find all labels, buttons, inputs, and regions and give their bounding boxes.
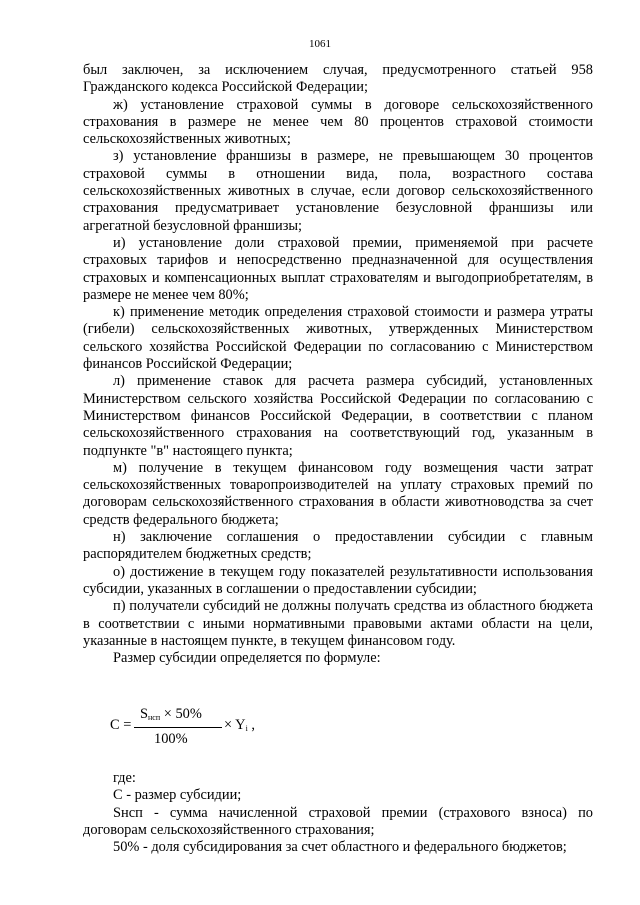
formula-num-sub: нсп (148, 713, 161, 722)
legend-line: где: (113, 770, 136, 786)
page-number: 1061 (309, 38, 331, 50)
paragraph: н) заключение соглашения о предоставлении субсидии с главным распорядителем бюджетных средств; (83, 529, 593, 563)
legend-line: С - размер субсидии; (113, 787, 242, 804)
paragraph: о) достижение в текущем году показателей результативности использования субсидии, указанных в соглашении о предоставлении субсидии; (83, 563, 593, 597)
formula-sub-i: i (245, 724, 248, 733)
paragraph: м) получение в текущем финансовом году возмещения части затрат сельскохозяйственных товаропроизводителей на уплату страховых премий по договорам сельскохозяйственного страхования в области животноводства за счет средств федерального бюджета; (83, 459, 593, 528)
paragraph: Размер субсидии определяется по формуле: (113, 650, 381, 667)
paragraph: к) применение методик определения страховой стоимости и размера утраты (гибели) сельскохозяйственных животных, утвержденных Министерством сельского хозяйства Российской Федерации по согласованию с Министерством финансов Российской Федерации; (83, 304, 593, 373)
formula-num-rest: × 50% (160, 706, 202, 722)
subsidy-formula (110, 706, 330, 752)
paragraph: ж) установление страховой суммы в договоре сельскохозяйственного страхования в размере не менее чем 80 процентов страховой стоимости сельскохозяйственных животных; (83, 96, 593, 148)
formula-times: × Y (224, 717, 246, 733)
legend-line: 50% - доля субсидирования за счет областного и федерального бюджетов; (113, 839, 567, 856)
formula-num-var: S (140, 706, 149, 722)
formula-numerator (140, 706, 202, 723)
formula-lhs: C = (110, 717, 132, 733)
paragraph: л) применение ставок для расчета размера субсидий, установленных Министерством сельского хозяйства Российской Федерации по согласованию с Министерством финансов Российской Федерации, в соответствии с планом сельскохозяйственного страхования на соответствующий год, указанным в подпункте "в" настоящего пункта; (83, 373, 593, 459)
body-text (83, 62, 593, 667)
fraction-line (134, 727, 222, 728)
formula-rhs (224, 717, 255, 734)
formula-legend (83, 770, 593, 856)
paragraph: з) установление франшизы в размере, не превышающем 30 процентов страховой суммы в отношении вида, пола, возрастного состава сельскохозяйственных животных в случае, если договор сельскохозяйственного страхования предусматривает установление безусловной франшизы или агрегатной безусловной франшизы; (83, 148, 593, 234)
paragraph: был заключен, за исключением случая, предусмотренного статьей 958 Гражданского кодекса Российской Федерации; (83, 62, 593, 96)
formula-tail: , (247, 717, 256, 733)
paragraph: и) установление доли страховой премии, применяемой при расчете страховых тарифов и непосредственно предназначенной для осуществления страховых и компенсационных выплат страхователям и выгодоприобретателям, в размере не менее чем 80%; (83, 234, 593, 303)
formula-denominator: 100% (154, 731, 188, 747)
paragraph: п) получатели субсидий не должны получать средства из областного бюджета в соответствии с иными нормативными правовыми актами области на цели, указанные в настоящем пункте, в текущем финансовом году. (83, 598, 593, 649)
legend-line: Sнсп - сумма начисленной страховой премии (страхового взноса) по договорам сельскохозяйственного страхования; (83, 804, 593, 838)
